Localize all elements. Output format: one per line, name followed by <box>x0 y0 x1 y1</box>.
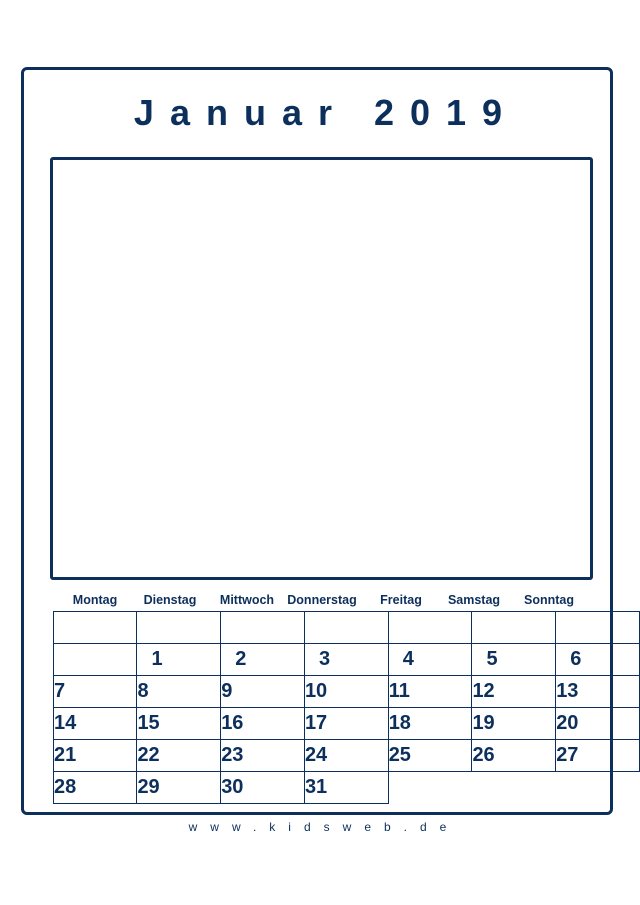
day-cell[interactable] <box>304 612 388 644</box>
day-cell[interactable]: 30 <box>221 772 305 804</box>
day-cell[interactable]: 16 <box>221 708 305 740</box>
weekday-thursday: Donnerstag <box>287 593 357 607</box>
week-row <box>54 708 640 740</box>
week-row <box>54 644 640 676</box>
day-cell[interactable]: 9 <box>221 676 305 708</box>
weekday-saturday: Samstag <box>447 593 501 607</box>
day-cell[interactable] <box>221 612 305 644</box>
day-cell[interactable]: 15 <box>137 708 221 740</box>
day-cell[interactable]: 3 <box>304 644 388 676</box>
day-cell[interactable]: 23 <box>221 740 305 772</box>
day-cell[interactable]: 4 <box>388 644 472 676</box>
day-cell[interactable]: 17 <box>304 708 388 740</box>
day-cell[interactable]: 27 <box>556 740 640 772</box>
day-cell[interactable]: 5 <box>472 644 556 676</box>
day-cell[interactable] <box>54 612 137 644</box>
empty-cell <box>388 772 472 804</box>
day-cell[interactable]: 26 <box>472 740 556 772</box>
day-cell[interactable]: 2 <box>221 644 305 676</box>
weekday-wednesday: Mittwoch <box>219 593 275 607</box>
weekday-friday: Freitag <box>380 593 422 607</box>
day-cell[interactable] <box>137 612 221 644</box>
day-cell[interactable]: 6 <box>556 644 640 676</box>
month-title: Januar 2019 <box>133 92 519 133</box>
week-row <box>54 612 640 644</box>
weekday-tuesday: Dienstag <box>143 593 197 607</box>
day-cell[interactable]: 24 <box>304 740 388 772</box>
day-cell[interactable]: 19 <box>472 708 556 740</box>
week-row <box>54 676 640 708</box>
day-cell[interactable] <box>388 612 472 644</box>
day-cell[interactable]: 18 <box>388 708 472 740</box>
day-cell[interactable] <box>472 612 556 644</box>
day-cell[interactable]: 25 <box>388 740 472 772</box>
day-cell[interactable]: 14 <box>54 708 137 740</box>
weekday-sunday: Sonntag <box>524 593 574 607</box>
day-cell[interactable]: 8 <box>137 676 221 708</box>
day-cell[interactable]: 10 <box>304 676 388 708</box>
day-cell[interactable]: 12 <box>472 676 556 708</box>
week-row <box>54 740 640 772</box>
day-cell[interactable]: 20 <box>556 708 640 740</box>
empty-cell <box>556 772 640 804</box>
day-cell[interactable]: 22 <box>137 740 221 772</box>
day-cell[interactable]: 7 <box>54 676 137 708</box>
photo-area[interactable] <box>50 157 593 580</box>
day-cell[interactable] <box>556 612 640 644</box>
day-cell[interactable]: 29 <box>137 772 221 804</box>
day-cell[interactable]: 28 <box>54 772 137 804</box>
day-cell[interactable]: 1 <box>137 644 221 676</box>
week-row <box>54 772 640 804</box>
day-cell[interactable]: 21 <box>54 740 137 772</box>
day-cell[interactable]: 13 <box>556 676 640 708</box>
day-cell[interactable] <box>54 644 137 676</box>
weekday-monday: Montag <box>72 593 118 607</box>
day-grid <box>53 611 640 804</box>
day-cell[interactable]: 31 <box>304 772 388 804</box>
empty-cell <box>472 772 556 804</box>
day-cell[interactable]: 11 <box>388 676 472 708</box>
footer-url[interactable]: www.kidsweb.de <box>188 820 460 834</box>
